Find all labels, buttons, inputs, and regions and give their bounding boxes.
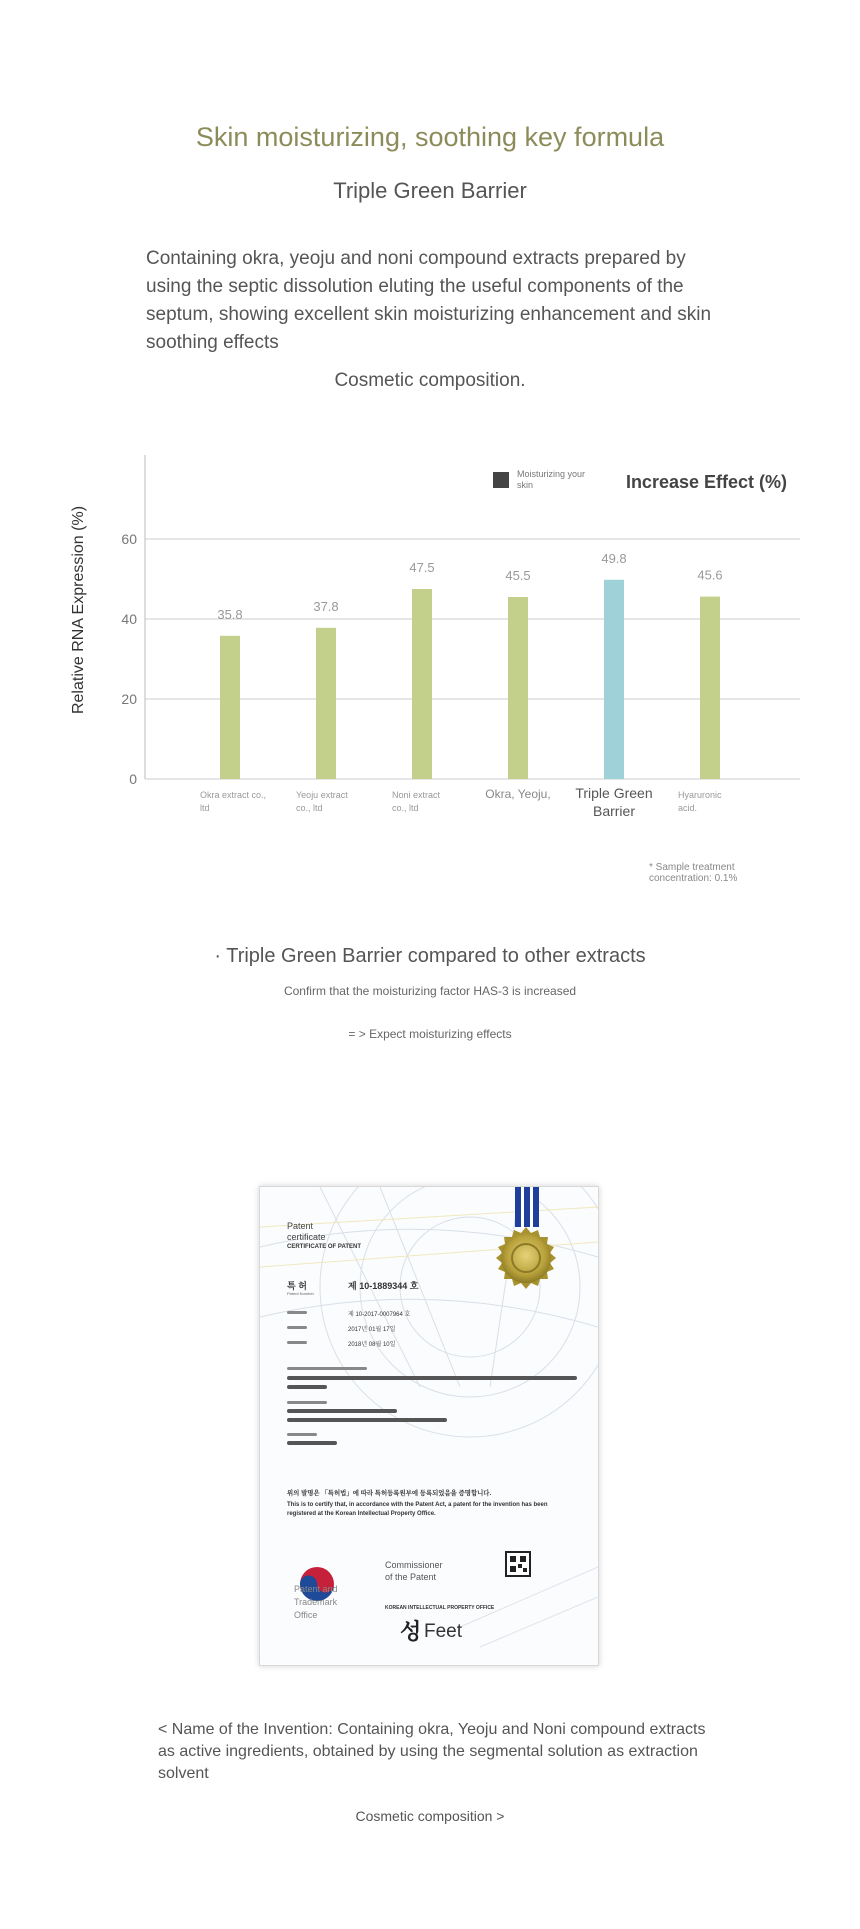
text-line	[287, 1385, 327, 1389]
x-tick-label	[392, 790, 441, 813]
x-tick-label-line: Okra, Yeoju,	[485, 787, 551, 801]
bar	[508, 597, 528, 779]
office-en: KOREAN INTELLECTUAL PROPERTY OFFICE	[385, 1605, 495, 1611]
text-line	[287, 1441, 337, 1445]
x-tick-label	[485, 787, 550, 801]
ribbon-icon	[515, 1187, 539, 1227]
y-axis-label: Relative RNA Expression (%)	[70, 505, 87, 715]
x-tick-label-line: Triple Green	[575, 785, 653, 801]
x-tick-label-line: acid.	[678, 803, 698, 813]
patent-number: 제 10-1889344 호	[348, 1281, 419, 1291]
bar	[604, 580, 624, 779]
legend-label-line: Moisturizing your	[517, 469, 586, 479]
data-label: 35.8	[217, 606, 243, 622]
legend-label-line: skin	[517, 480, 534, 490]
text-line	[287, 1367, 367, 1370]
data-label: 45.6	[697, 567, 723, 583]
text-line	[287, 1409, 397, 1413]
comparison-title: · Triple Green Barrier compared to other extracts	[214, 945, 646, 967]
data-label: 37.8	[313, 598, 339, 614]
chart-title: Increase Effect (%)	[625, 472, 787, 492]
patent-label: Patent certificate	[287, 1221, 326, 1242]
certificate-title: CERTIFICATE OF PATENT	[287, 1244, 361, 1250]
field-label-line	[287, 1326, 307, 1329]
bar	[316, 628, 336, 779]
legend-swatch	[493, 472, 509, 488]
seal-char: 성	[400, 1619, 422, 1644]
patent-no-label: Patent Number	[287, 1291, 314, 1296]
x-tick-label-line: Barrier	[592, 803, 636, 819]
x-tick-label	[200, 790, 266, 813]
headline: Skin moisturizing, soothing key formula	[195, 122, 665, 152]
data-label: 45.5	[505, 568, 531, 583]
y-tick-label: 20	[121, 691, 137, 707]
field-label-line	[287, 1341, 307, 1344]
text-line	[287, 1376, 577, 1380]
y-tick-label: 0	[129, 771, 137, 787]
bar-chart	[55, 455, 800, 830]
data-label: 49.8	[601, 550, 627, 566]
patent-certificate	[259, 1186, 599, 1666]
subheadline: Triple Green Barrier	[333, 178, 527, 203]
intro-caption: Cosmetic composition.	[334, 370, 526, 391]
patent-kr: 특 허	[287, 1281, 307, 1291]
filing-date: 2017년 01월 17일	[348, 1327, 396, 1333]
x-tick-label-line: Hyaruronic	[678, 790, 722, 800]
x-tick-label-line: Noni extract	[392, 790, 441, 800]
field-label-line	[287, 1311, 307, 1314]
qr-code-icon	[506, 1552, 530, 1576]
x-tick-label-line: co., ltd	[296, 803, 323, 813]
chart-bars	[220, 580, 720, 779]
certify-kr: 위의 발명은 「특허법」에 따라 특허등록원부에 등록되었음을 증명합니다.	[287, 1490, 492, 1497]
application-number: 제 10-2017-0007964 호	[348, 1312, 411, 1318]
legend-label	[517, 469, 588, 490]
invention-caption: Cosmetic composition >	[355, 1808, 505, 1824]
registration-date: 2018년 08월 10일	[348, 1342, 396, 1348]
x-tick-label-line: co., ltd	[392, 803, 419, 813]
bar	[700, 597, 720, 779]
office-label: Patent and Trademark Office	[294, 1584, 338, 1620]
y-tick-label: 40	[121, 611, 137, 627]
x-tick-label-line: Yeoju extract	[296, 790, 348, 800]
text-line	[287, 1401, 327, 1404]
comparison-expect: = > Expect moisturizing effects	[348, 1027, 512, 1041]
bar	[220, 636, 240, 779]
text-line	[287, 1433, 317, 1436]
x-tick-label	[575, 785, 652, 819]
x-tick-label	[678, 790, 722, 813]
x-tick-label-line: ltd	[200, 803, 210, 813]
chart-footnote: * Sample treatment concentration: 0.1%	[649, 862, 738, 884]
invention-name: < Name of the Invention: Containing okra, Yeoju and Noni compound extracts as active ingredients, obtained by using the segmental solution as extraction solvent	[158, 1721, 706, 1782]
intro-paragraph: Containing okra, yeoju and noni compound extracts prepared by using the septic dissolution eluting the useful components of the septum, showing excellent skin moisturizing enhancement and skin soothing effects	[146, 248, 712, 353]
bar	[412, 589, 432, 779]
commissioner-label: Commissioner of the Patent	[385, 1560, 443, 1582]
certify-en: This is to certify that, in accordance with the Patent Act, a patent for the invention has been registered at the Korean Intellectual Property Office.	[287, 1502, 548, 1517]
y-tick-label: 60	[121, 531, 137, 547]
x-tick-label-line: Okra extract co.,	[200, 790, 267, 800]
text-line	[287, 1418, 447, 1422]
data-label: 47.5	[409, 560, 435, 575]
x-tick-label	[296, 790, 348, 813]
comparison-subtitle: Confirm that the moisturizing factor HAS-3 is increased	[283, 984, 577, 998]
feet-label: Feet	[424, 1621, 463, 1642]
